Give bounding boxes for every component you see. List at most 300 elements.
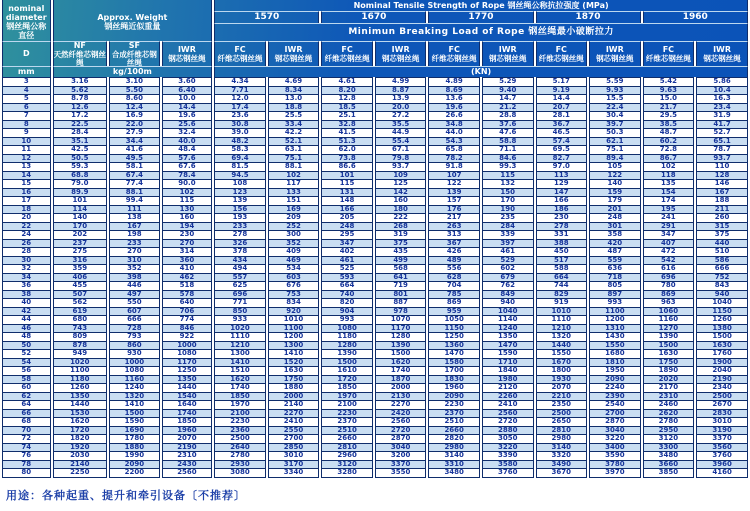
value-cell: 1710 [482,358,534,367]
value-cell: 3120 [321,460,373,469]
value-cell: 13.9 [375,94,427,103]
value-cell: 166 [321,205,373,214]
diameter-cell: 68 [2,417,51,426]
value-cell: 278 [214,230,266,239]
value-cell: 829 [536,290,588,299]
value-cell: 252 [268,222,320,231]
value-cell: 75.1 [268,154,320,163]
table-row [2,94,748,103]
value-cell: 846 [162,324,213,333]
value-cell: 67.1 [375,145,427,154]
col-fc-1870: FC 纤维芯钢丝绳 [536,41,588,66]
value-cell: 46.5 [536,128,588,137]
diameter-cell: 56 [2,366,51,375]
value-cell: 1720 [321,375,373,384]
value-cell: 1350 [162,375,213,384]
value-cell: 2250 [53,468,108,478]
col-fc-1960: FC 纤维芯钢丝绳 [643,41,695,66]
value-cell: 507 [53,290,108,299]
value-cell: 666 [109,315,160,324]
value-cell: 3010 [268,451,320,460]
table-row [2,247,748,256]
value-cell: 62.0 [321,145,373,154]
value-cell: 1210 [214,341,266,350]
value-cell: 367 [428,239,480,248]
value-cell: 118 [643,171,695,180]
value-cell: 4.61 [321,77,373,86]
value-cell: 16.3 [696,94,748,103]
value-cell: 1350 [482,332,534,341]
value-cell: 18.8 [268,103,320,112]
value-cell: 97.0 [536,162,588,171]
value-cell: 2510 [428,417,480,426]
value-cell: 4.99 [375,77,427,86]
value-cell: 71.1 [482,145,534,154]
value-cell: 151 [268,196,320,205]
value-cell: 1880 [109,443,160,452]
value-cell: 933 [214,315,266,324]
table-row [2,230,748,239]
diameter-cell: 80 [2,468,51,478]
strength-header [214,0,748,11]
value-cell: 664 [536,273,588,282]
value-cell: 190 [482,205,534,214]
value-cell: 14.4 [162,103,213,112]
value-cell: 718 [589,273,641,282]
value-cell: 1040 [696,298,748,307]
value-cell: 8.60 [109,94,160,103]
value-cell: 518 [162,281,213,290]
value-cell: 86.7 [643,154,695,163]
value-cell: 993 [589,298,641,307]
value-cell: 461 [482,247,534,256]
value-cell: 2310 [162,451,213,460]
value-cell: 58.3 [214,145,266,154]
value-cell: 123 [214,188,266,197]
value-cell: 188 [696,196,748,205]
value-cell: 50.5 [53,154,108,163]
table-row [2,307,748,316]
diameter-header-en: nominal diameter [5,3,47,22]
value-cell: 1170 [162,358,213,367]
diameter-cell: 9 [2,128,51,137]
value-cell: 1780 [109,434,160,443]
value-cell: 1690 [109,426,160,435]
value-cell: 65.8 [428,145,480,154]
value-cell: 793 [109,332,160,341]
value-cell: 35.1 [53,137,108,146]
value-cell: 156 [214,205,266,214]
value-cell: 450 [536,247,588,256]
value-cell: 993 [321,315,373,324]
value-cell: 69.4 [214,154,266,163]
value-cell: 211 [696,205,748,214]
table-row [2,162,748,171]
value-cell: 160 [162,213,213,222]
value-cell: 2090 [428,392,480,401]
value-cell: 1320 [109,392,160,401]
value-cell: 34.8 [428,120,480,129]
value-cell: 1900 [696,358,748,367]
table-row [2,239,748,248]
diameter-cell: 26 [2,239,51,248]
value-cell: 2040 [696,366,748,375]
value-cell: 1990 [109,451,160,460]
value-cell: 30.4 [589,111,641,120]
diameter-cell: 17 [2,196,51,205]
value-cell: 41.7 [696,120,748,129]
value-cell: 270 [162,239,213,248]
value-cell: 107 [428,171,480,180]
value-cell: 834 [268,298,320,307]
value-cell: 4.89 [428,77,480,86]
value-cell: 1100 [53,366,108,375]
col-fc-1770: FC 纤维芯钢丝绳 [428,41,480,66]
value-cell: 133 [268,188,320,197]
value-cell: 472 [643,247,695,256]
value-cell: 13.0 [268,94,320,103]
value-cell: 2370 [321,417,373,426]
value-cell: 1620 [375,358,427,367]
value-cell: 58.8 [482,137,534,146]
value-cell: 29.5 [643,111,695,120]
value-cell: 805 [589,281,641,290]
value-cell: 2350 [536,400,588,409]
value-cell: 3040 [589,426,641,435]
value-cell: 81.5 [214,162,266,171]
diameter-cell: 52 [2,349,51,358]
value-cell: 919 [536,298,588,307]
table-body [2,77,748,478]
value-cell: 115 [321,179,373,188]
table-row [2,417,748,426]
value-cell: 230 [162,230,213,239]
value-cell: 2070 [536,383,588,392]
value-cell: 1270 [643,324,695,333]
value-cell: 2980 [536,434,588,443]
diameter-cell: 6 [2,103,51,112]
value-cell: 33.4 [268,120,320,129]
value-cell: 41.6 [109,145,160,154]
diameter-cell: 38 [2,290,51,299]
value-cell: 1470 [482,341,534,350]
value-cell: 1050 [428,315,480,324]
value-cell: 2000 [375,383,427,392]
value-cell: 3370 [375,460,427,469]
value-cell: 959 [428,307,480,316]
value-cell: 1740 [375,366,427,375]
value-cell: 2820 [428,434,480,443]
value-cell: 9.40 [482,86,534,95]
value-cell: 1870 [375,375,427,384]
value-cell: 542 [643,256,695,265]
value-cell: 1500 [696,332,748,341]
value-cell: 679 [482,273,534,282]
table-row [2,460,748,469]
value-cell: 32.4 [162,128,213,137]
table-row [2,213,748,222]
value-cell: 3320 [536,451,588,460]
value-cell: 2700 [589,409,641,418]
value-cell: 1300 [214,349,266,358]
value-cell: 22.5 [53,120,108,129]
grade-1870: 1870 [536,11,641,23]
value-cell: 706 [162,307,213,316]
value-cell: 316 [53,256,108,265]
value-cell: 154 [643,188,695,197]
value-cell: 1140 [482,315,534,324]
value-cell: 41.5 [321,128,373,137]
value-cell: 3220 [482,443,534,452]
diameter-cell: 48 [2,332,51,341]
value-cell: 719 [375,281,427,290]
value-cell: 1540 [162,392,213,401]
value-cell: 54.3 [428,137,480,146]
table-row [2,392,748,401]
value-cell: 79.0 [53,179,108,188]
diameter-cell: 30 [2,256,51,265]
value-cell: 2200 [109,468,160,478]
table-row [2,264,748,273]
value-cell: 1740 [162,409,213,418]
value-cell: 58.1 [109,162,160,171]
value-cell: 1170 [375,324,427,333]
value-cell: 2020 [643,375,695,384]
value-cell: 1390 [375,341,427,350]
value-cell: 2560 [162,468,213,478]
value-cell: 1280 [375,332,427,341]
value-cell: 88.1 [268,162,320,171]
value-cell: 28.8 [482,111,534,120]
diameter-cell: 60 [2,383,51,392]
value-cell: 9.93 [589,86,641,95]
value-cell: 3550 [375,468,427,478]
value-cell: 628 [428,273,480,282]
value-cell: 129 [536,179,588,188]
value-cell: 3960 [696,460,748,469]
value-cell: 680 [53,315,108,324]
value-cell: 19.6 [428,103,480,112]
table-row [2,179,748,188]
value-cell: 762 [482,281,534,290]
value-cell: 1850 [214,392,266,401]
value-cell: 1260 [696,315,748,324]
weight-header-zh: 钢丝绳近似重量 [104,21,161,31]
value-cell: 105 [589,162,641,171]
usage-note: 用途：各种起重、提升和牵引设备〔不推荐〕 [6,488,246,502]
value-cell: 1410 [268,349,320,358]
value-cell: 2130 [375,392,427,401]
value-cell: 167 [696,188,748,197]
value-cell: 2870 [589,417,641,426]
value-cell: 1630 [268,366,320,375]
value-cell: 3760 [482,468,534,478]
value-cell: 2100 [321,400,373,409]
value-cell: 44.0 [428,128,480,137]
value-cell: 1160 [109,375,160,384]
value-cell: 8.78 [53,94,108,103]
value-cell: 2410 [268,417,320,426]
value-cell: 2390 [589,392,641,401]
value-cell: 2190 [696,375,748,384]
value-cell: 91.8 [428,162,480,171]
value-cell: 167 [109,222,160,231]
value-cell: 57.4 [536,137,588,146]
value-cell: 115 [162,196,213,205]
value-cell: 101 [321,171,373,180]
value-cell: 139 [214,196,266,205]
value-cell: 771 [214,298,266,307]
value-cell: 268 [375,222,427,231]
value-cell: 1390 [321,349,373,358]
value-cell: 125 [375,179,427,188]
value-cell: 4.34 [214,77,266,86]
diameter-cell: 46 [2,324,51,333]
value-cell: 2370 [428,409,480,418]
value-cell: 314 [162,247,213,256]
value-cell: 2240 [589,383,641,392]
value-cell: 5.17 [536,77,588,86]
value-cell: 2780 [643,417,695,426]
value-cell: 2120 [482,383,534,392]
value-cell: 140 [53,213,108,222]
value-cell: 3050 [482,434,534,443]
value-cell: 2190 [162,443,213,452]
value-cell: 36.7 [536,120,588,129]
value-cell: 2260 [482,392,534,401]
value-cell: 2830 [696,409,748,418]
col-fc-1670: FC 纤维芯钢丝绳 [321,41,373,66]
value-cell: 801 [375,290,427,299]
table-row [2,273,748,282]
value-cell: 326 [214,239,266,248]
value-cell: 1470 [428,349,480,358]
diameter-cell: 58 [2,375,51,384]
value-cell: 1080 [109,366,160,375]
diameter-cell: 8 [2,120,51,129]
value-cell: 843 [696,281,748,290]
value-cell: 89.4 [589,154,641,163]
value-cell: 1500 [109,409,160,418]
value-cell: 744 [536,281,588,290]
value-cell: 1100 [268,324,320,333]
value-cell: 1160 [643,315,695,324]
value-cell: 75.1 [589,145,641,154]
unit-kg100m: kg/100m [53,66,213,77]
value-cell: 99.4 [109,196,160,205]
value-cell: 102 [643,162,695,171]
value-cell: 3.16 [53,77,108,86]
table-row [2,375,748,384]
grade-1770: 1770 [428,11,533,23]
value-cell: 1510 [214,366,266,375]
value-cell: 2540 [589,400,641,409]
value-cell: 122 [589,171,641,180]
table-row [2,443,748,452]
value-cell: 278 [536,222,588,231]
value-cell: 222 [375,213,427,222]
value-cell: 1680 [589,349,641,358]
value-cell: 2560 [375,417,427,426]
table-row [2,222,748,231]
value-cell: 4160 [696,468,748,478]
value-cell: 568 [375,264,427,273]
value-cell: 1550 [589,341,641,350]
value-cell: 402 [321,247,373,256]
value-cell: 785 [428,290,480,299]
value-cell: 2140 [53,460,108,469]
value-cell: 295 [321,230,373,239]
table-row [2,358,748,367]
value-cell: 1440 [53,400,108,409]
value-cell: 102 [162,188,213,197]
value-cell: 8.20 [321,86,373,95]
value-cell: 2650 [536,417,588,426]
value-cell: 940 [696,290,748,299]
value-cell: 588 [536,264,588,273]
value-cell: 2360 [214,426,266,435]
value-cell: 130 [162,205,213,214]
value-cell: 869 [643,290,695,299]
value-cell: 72.8 [643,145,695,154]
value-cell: 1640 [162,400,213,409]
value-cell: 963 [643,298,695,307]
table-header [2,0,748,77]
value-cell: 82.7 [536,154,588,163]
diameter-header [2,0,51,41]
value-cell: 1670 [536,358,588,367]
value-cell: 860 [109,341,160,350]
value-cell: 550 [109,298,160,307]
value-cell: 1410 [214,358,266,367]
value-cell: 2100 [214,409,266,418]
value-cell: 84.6 [482,154,534,163]
value-cell: 21.2 [482,103,534,112]
value-cell: 1630 [696,341,748,350]
col-iwr-1670: IWR 钢芯钢丝绳 [375,41,427,66]
breaking-load-header [214,23,748,41]
diameter-cell: 40 [2,298,51,307]
value-cell: 1060 [643,307,695,316]
value-cell: 2500 [696,392,748,401]
value-cell: 3590 [589,451,641,460]
value-cell: 21.7 [643,103,695,112]
value-cell: 68.8 [53,171,108,180]
unit-mm: mm [2,66,51,77]
value-cell: 89.9 [53,188,108,197]
value-cell: 352 [109,264,160,273]
diameter-cell: 76 [2,451,51,460]
value-cell: 195 [643,205,695,214]
value-cell: 1890 [643,366,695,375]
value-cell: 3480 [428,468,480,478]
value-cell: 1390 [643,332,695,341]
value-cell: 1250 [162,366,213,375]
value-cell: 1850 [321,383,373,392]
value-cell: 562 [53,298,108,307]
value-cell: 602 [482,264,534,273]
value-cell: 1700 [428,366,480,375]
value-cell: 1320 [536,332,588,341]
value-cell: 920 [268,307,320,316]
value-cell: 1110 [214,332,266,341]
value-cell: 159 [589,188,641,197]
table-row [2,409,748,418]
value-cell: 388 [536,239,588,248]
diameter-cell: 10 [2,137,51,146]
table-row [2,434,748,443]
value-cell: 131 [321,188,373,197]
